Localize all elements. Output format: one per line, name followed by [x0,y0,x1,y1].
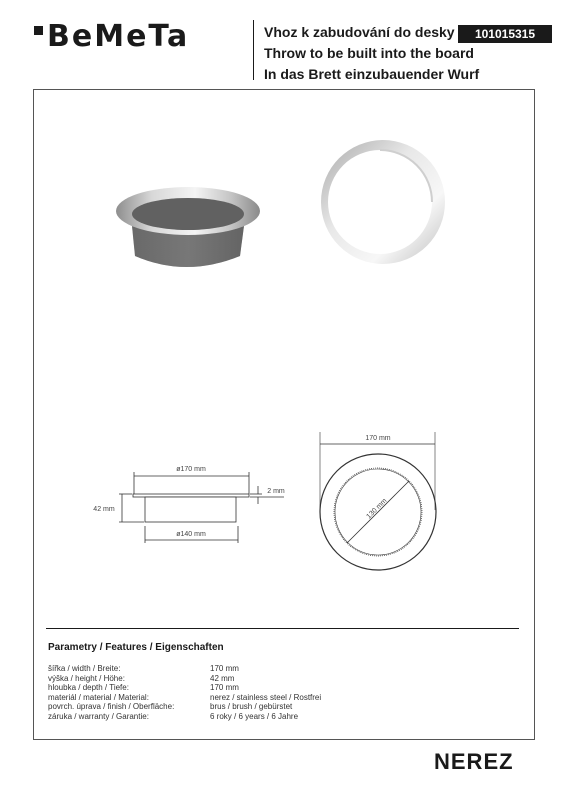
spec-value: 170 mm [210,683,239,692]
logo-text: BeMeTa [47,19,190,54]
material-badge: NEREZ [434,749,514,774]
dim-inner-diameter: 130 mm [365,497,389,521]
spec-label: materiál / material / Material: [48,692,149,702]
title-de: In das Brett einzubauender Wurf [264,66,480,82]
features-title: Parametry / Features / Eigenschaften [48,642,224,653]
product-photo-ring [321,140,445,264]
spec-row [48,674,321,684]
spec-label: hloubka / depth / Tiefe: [48,683,129,692]
dim-height: 42 mm [93,506,115,513]
features-divider [46,628,519,629]
dim-top-diameter: ø170 mm [176,466,206,473]
spec-row [48,664,321,674]
title-en: Throw to be built into the board [264,45,474,61]
spec-label: povrch. úprava / finish / Oberfläche: [48,702,175,711]
title-cz: Vhoz k zabudování do desky [264,24,455,40]
dim-outer-width: 170 mm [365,435,391,442]
top-view-drawing [320,432,436,570]
spec-value: brus / brush / gebürstet [210,702,293,711]
spec-row [48,693,321,703]
dim-rim: 2 mm [267,488,285,495]
spec-row [48,712,321,722]
spec-label: šířka / width / Breite: [48,664,121,673]
spec-label: záruka / warranty / Garantie: [48,711,149,721]
spec-value: 42 mm [210,673,235,683]
spec-row [48,702,321,712]
spec-table [48,664,321,721]
spec-value: 170 mm [210,664,239,673]
spec-label: výška / height / Höhe: [48,673,125,683]
product-code-badge: 101015315 [458,25,552,43]
spec-value: 6 roky / 6 years / 6 Jahre [210,711,299,721]
spec-value: nerez / stainless steel / Rostfrei [210,692,322,702]
dim-bottom-diameter: ø140 mm [176,531,206,538]
product-photo-angled [116,187,260,267]
spec-row [48,683,321,693]
